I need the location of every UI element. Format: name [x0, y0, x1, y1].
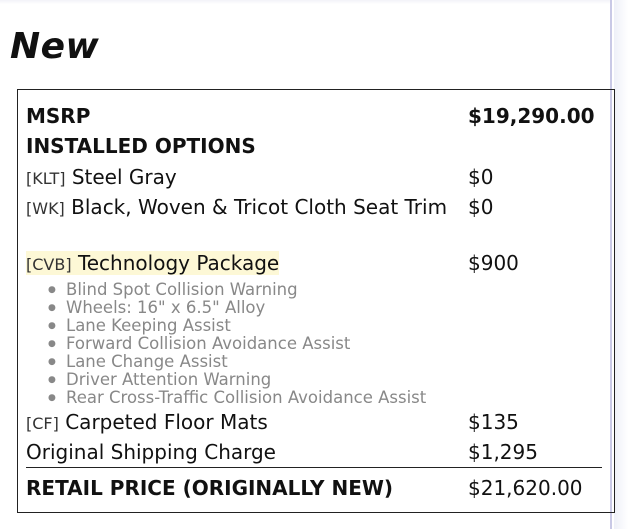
msrp-price: $19,290.00: [468, 104, 595, 128]
option-code: [CF]: [26, 414, 59, 433]
window-sticker-table: [17, 89, 615, 513]
package-feature: ● Driver Attention Warning: [48, 371, 426, 389]
option-price: $0: [468, 195, 494, 219]
option-code: [CVB]: [26, 255, 72, 274]
installed-options-label: INSTALLED OPTIONS: [26, 134, 256, 158]
option-label: [26, 195, 456, 221]
msrp-label: MSRP: [26, 104, 91, 128]
option-name: Black, Woven & Tricot Cloth Seat Trim: [71, 195, 448, 219]
window-top-edge: [0, 0, 612, 4]
package-feature: ● Rear Cross-Traffic Collision Avoidance Assist: [48, 389, 426, 407]
shipping-label: Original Shipping Charge: [26, 440, 276, 464]
package-feature-list: [48, 281, 426, 407]
retail-price-label: RETAIL PRICE (ORIGINALLY NEW): [26, 476, 394, 500]
option-code: [KLT]: [26, 169, 66, 188]
option-price: $0: [468, 165, 494, 189]
option-name: Steel Gray: [71, 165, 177, 189]
total-divider: [26, 467, 602, 468]
option-code: [WK]: [26, 199, 65, 218]
option-name: Technology Package: [77, 251, 280, 275]
option-label: [26, 165, 456, 191]
shipping-price: $1,295: [468, 440, 538, 464]
retail-price-value: $21,620.00: [468, 476, 583, 500]
package-feature: ● Wheels: 16" x 6.5" Alloy: [48, 299, 426, 317]
package-feature: ● Forward Collision Avoidance Assist: [48, 335, 426, 353]
option-price: $135: [468, 410, 519, 434]
option-label: [26, 251, 456, 277]
package-feature: ● Blind Spot Collision Warning: [48, 281, 426, 299]
option-price: $900: [468, 251, 519, 275]
option-label: [26, 410, 456, 436]
package-highlight: [26, 251, 279, 275]
option-name: Carpeted Floor Mats: [65, 410, 268, 434]
condition-heading: New: [10, 26, 100, 67]
package-feature: ● Lane Keeping Assist: [48, 317, 426, 335]
package-feature: ● Lane Change Assist: [48, 353, 426, 371]
